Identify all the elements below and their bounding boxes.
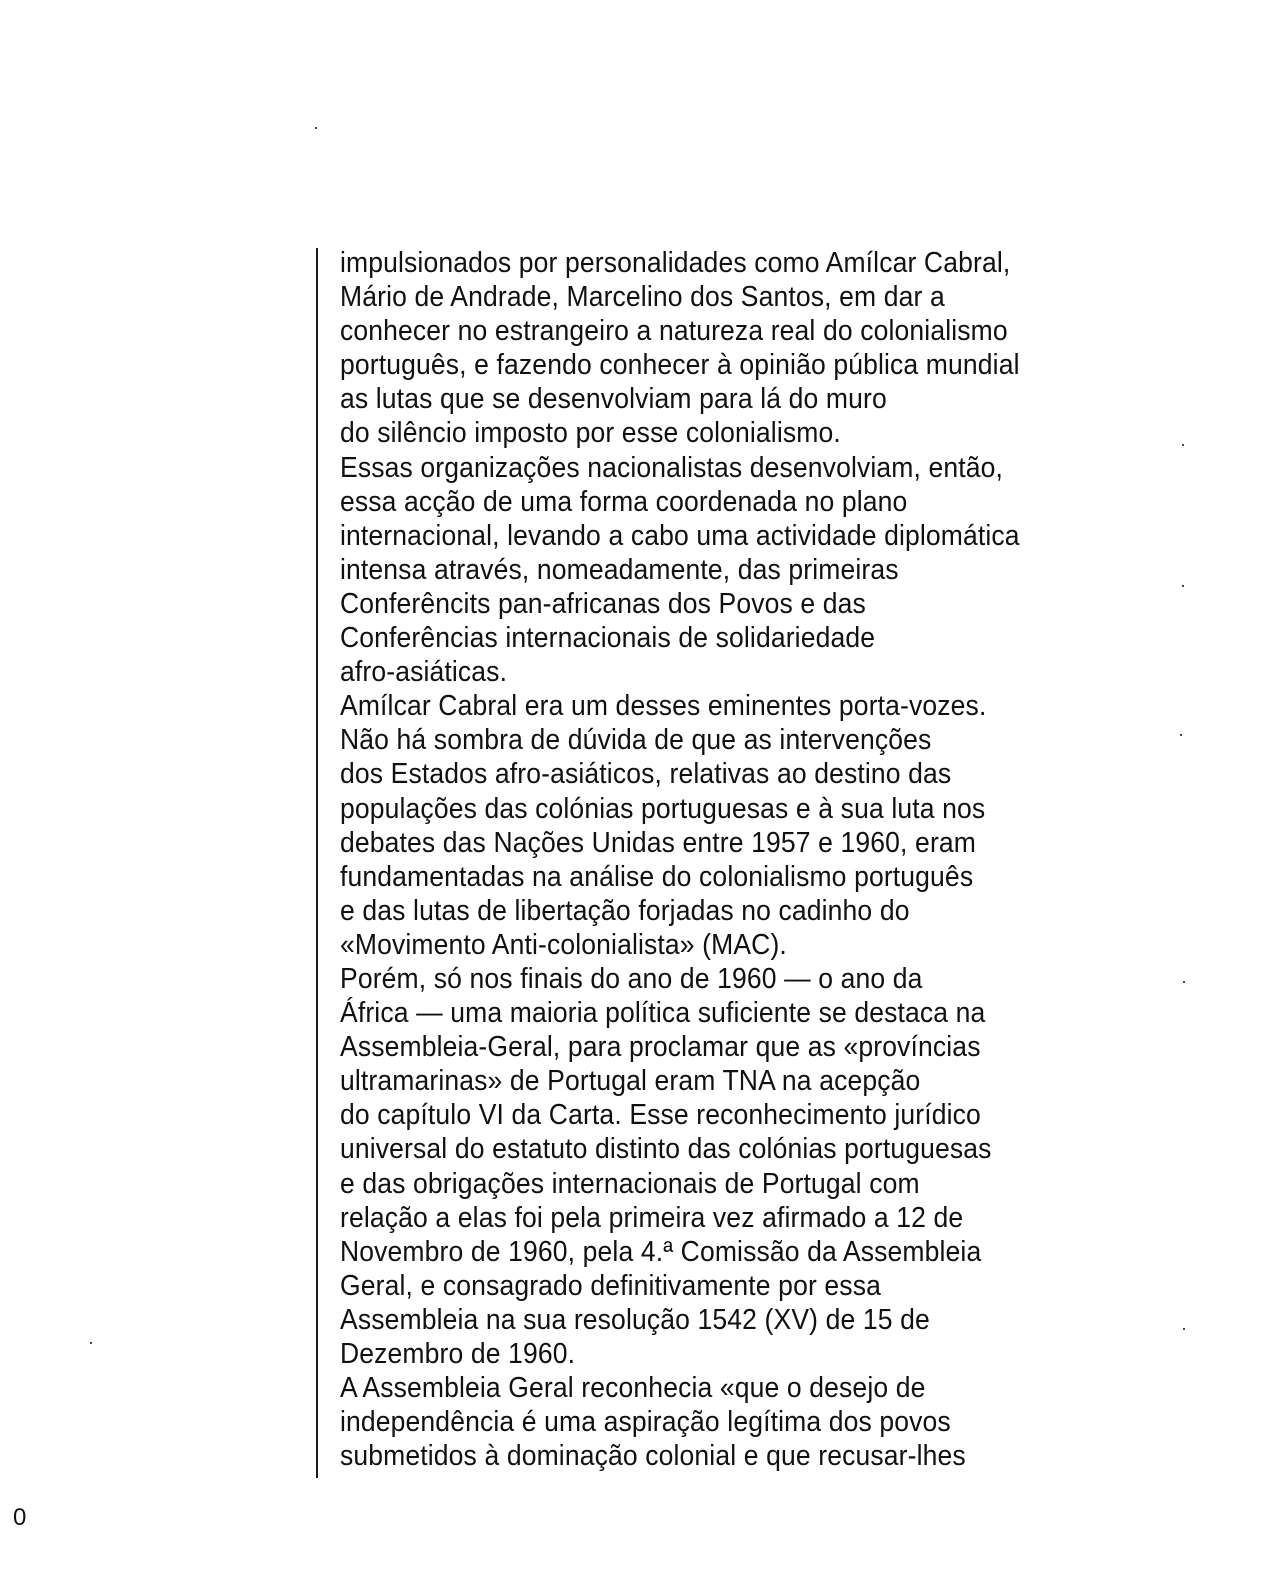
text-line: do capítulo VI da Carta. Esse reconhecimento jurídico	[340, 1099, 981, 1132]
text-line: Não há sombra de dúvida de que as intervenções	[340, 724, 932, 757]
text-line: impulsionados por personalidades como Amílcar Cabral,	[340, 247, 1011, 279]
text-line: universal do estatuto distinto das colónias portuguesas	[340, 1133, 992, 1166]
scan-speck	[315, 127, 317, 129]
text-line: debates das Nações Unidas entre 1957 e 1960, eram	[340, 826, 977, 859]
text-line: Dezembro de 1960.	[340, 1338, 576, 1370]
text-line: populações das colónias portuguesas e à sua luta nos	[340, 792, 986, 825]
text-line: relação a elas foi pela primeira vez afirmado a 12 de	[340, 1201, 964, 1234]
text-line: A Assembleia Geral reconhecia «que o desejo de	[340, 1372, 926, 1405]
text-line: África — uma maioria política suficiente se destaca na	[340, 997, 986, 1030]
text-line: e das lutas de libertação forjadas no cadinho do	[340, 894, 910, 927]
scan-speck	[1182, 585, 1184, 587]
text-line: Geral, e consagrado definitivamente por essa	[340, 1269, 881, 1302]
text-line: Assembleia-Geral, para proclamar que as «províncias	[340, 1031, 981, 1064]
text-line: «Movimento Anti-colonialista» (MAC).	[340, 928, 787, 961]
scan-speck	[90, 1342, 92, 1344]
text-line: ultramarinas» de Portugal eram TNA na acepção	[340, 1065, 921, 1098]
scan-speck	[1183, 981, 1185, 983]
text-line: dos Estados afro-asiáticos, relativas ao destino das	[340, 758, 952, 791]
text-line: Porém, só nos finais do ano de 1960 — o ano da	[340, 962, 923, 995]
text-line: internacional, levando a cabo uma actividade diplomática	[340, 519, 1020, 552]
text-line: português, e fazendo conhecer à opinião pública mundial	[340, 349, 1020, 382]
text-line: afro-asiáticas.	[340, 656, 508, 689]
text-line: Conferêncits pan-africanas dos Povos e das	[340, 587, 866, 620]
text-line: fundamentadas na análise do colonialismo português	[340, 860, 974, 893]
body-text	[340, 246, 1200, 1473]
text-line: Essas organizações nacionalistas desenvolviam, então,	[340, 451, 1004, 484]
text-line: Assembleia na sua resolução 1542 (XV) de 15 de	[340, 1303, 930, 1336]
text-line: Conferências internacionais de solidariedade	[340, 622, 876, 655]
scan-speck	[1183, 1328, 1185, 1330]
text-line: Amílcar Cabral era um desses eminentes porta-vozes.	[340, 690, 987, 723]
text-line: as lutas que se desenvolviam para lá do muro	[340, 383, 887, 416]
text-line: conhecer no estrangeiro a natureza real do colonialismo	[340, 315, 1008, 348]
page-number: 0	[13, 1504, 27, 1531]
text-line: intensa através, nomeadamente, das primeiras	[340, 553, 899, 586]
text-line: essa acção de uma forma coordenada no plano	[340, 485, 908, 518]
text-line: Novembro de 1960, pela 4.ª Comissão da Assembleia	[340, 1235, 982, 1268]
scan-speck	[1180, 734, 1182, 736]
text-line: do silêncio imposto por esse colonialismo.	[340, 417, 841, 450]
text-line: Mário de Andrade, Marcelino dos Santos, em dar a	[340, 281, 945, 314]
margin-rule	[316, 248, 318, 1478]
text-line: independência é uma aspiração legítima dos povos	[340, 1406, 951, 1439]
text-line: e das obrigações internacionais de Portugal com	[340, 1167, 920, 1200]
text-line: submetidos à dominação colonial e que recusar-lhes	[340, 1440, 966, 1473]
scan-speck	[1182, 444, 1184, 446]
